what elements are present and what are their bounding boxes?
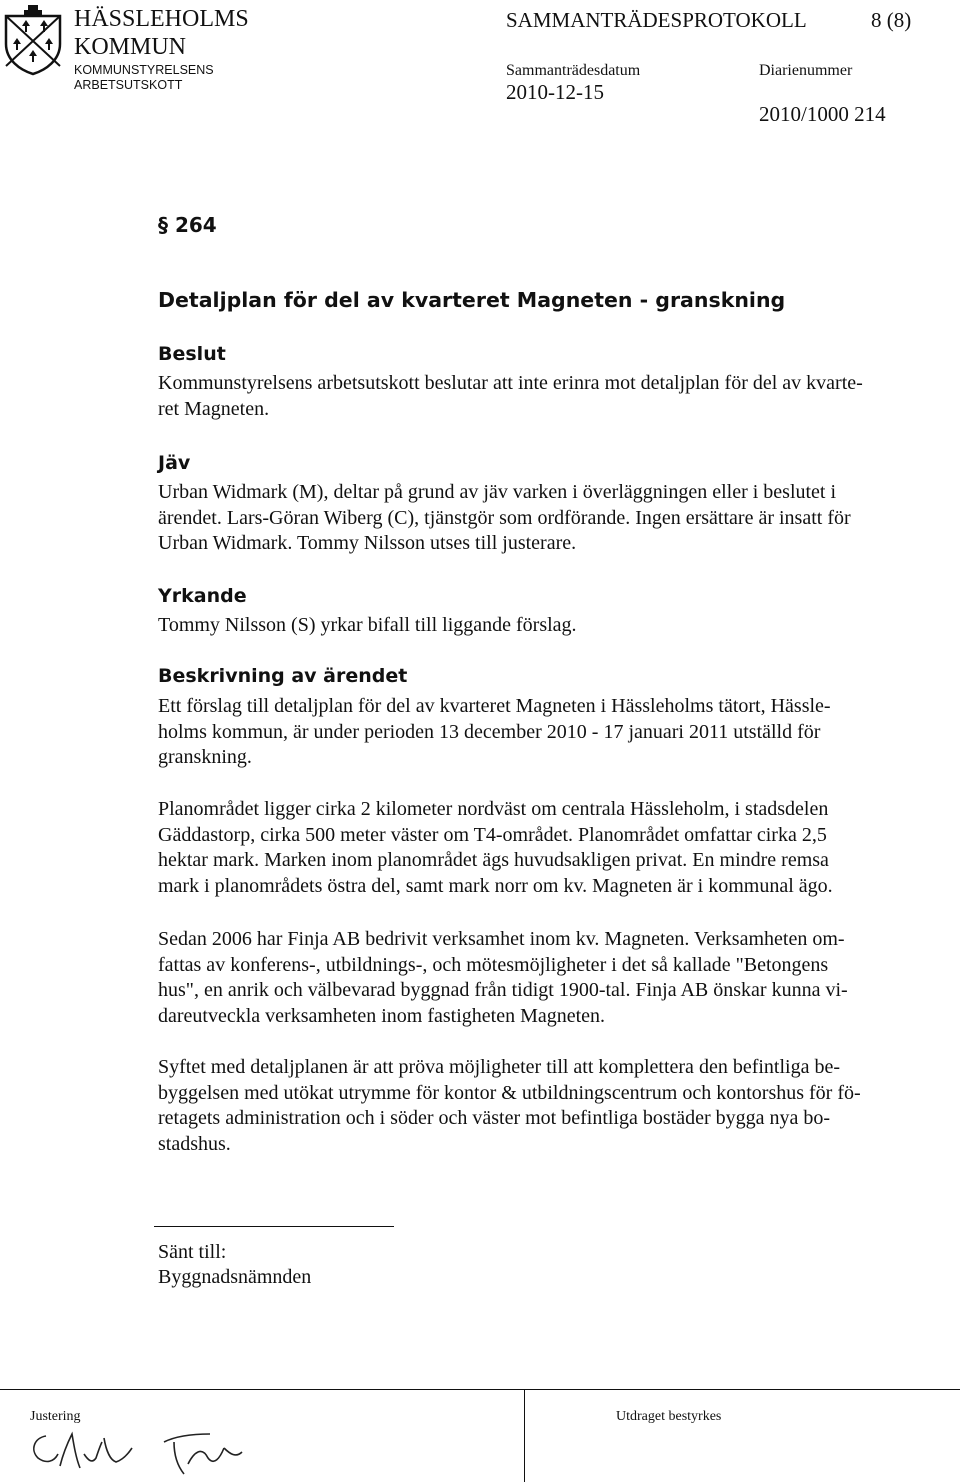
signature-initials [24, 1424, 274, 1480]
section-heading-beskrivning: Beskrivning av ärendet [158, 665, 408, 687]
text-line: byggelsen med utökat utrymme för kontor & utbildningscentrum och kontorshus för fö- [158, 1081, 861, 1104]
meeting-date: 2010-12-15 [506, 80, 604, 104]
sent-to-recipient: Byggnadsnämnden [158, 1266, 312, 1288]
text-line: dareutveckla verksamheten inom fastigheten Magneten. [158, 1004, 606, 1027]
text-line: Urban Widmark (M), deltar på grund av jäv varken i överläggningen eller i beslutet i [158, 481, 837, 503]
text-line: Gäddastorp, cirka 500 meter väster om T4-området. Planområdet omfattar cirka 2,5 [158, 823, 827, 846]
municipal-crest-logo [2, 4, 64, 76]
footer-column-separator [524, 1389, 525, 1482]
text-line: retagets administration och i söder och väster mot befintliga bostäder bygga nya bo- [158, 1107, 831, 1129]
divider [154, 1226, 394, 1227]
text-line: Urban Widmark. Tommy Nilsson utses till justerare. [158, 532, 577, 554]
org-name-line2: KOMMUN [74, 34, 187, 60]
text-line: Kommunstyrelsens arbetsutskott beslutar att inte erinra mot detaljplan för del av kvarte- [158, 372, 863, 394]
text-line: Tommy Nilsson (S) yrkar bifall till liggande förslag. [158, 614, 577, 636]
date-label: Sammanträdesdatum [506, 62, 641, 79]
text-line: ret Magneten. [158, 397, 270, 420]
section-heading-yrkande: Yrkande [158, 585, 247, 607]
section-body-jav [158, 480, 948, 557]
text-line: hektar mark. Marken inom planområdet ägs huvudsakligen privat. En mindre remsa [158, 849, 829, 871]
text-line: granskning. [158, 746, 252, 768]
text-line: Sedan 2006 har Finja AB bedrivit verksamhet inom kv. Magneten. Verksamheten om- [158, 928, 845, 950]
text-line: fattas av konferens-, utbildnings-, och mötesmöjligheter i det så kallade "Betongens [158, 953, 829, 976]
sent-to-label: Sänt till: [158, 1241, 227, 1263]
text-line: holms kommun, är under perioden 13 december 2010 - 17 januari 2011 utställd för [158, 720, 821, 743]
org-unit-line2: ARBETSUTSKOTT [74, 78, 183, 92]
section-body-yrkande [158, 613, 948, 639]
diary-number: 2010/1000 214 [759, 102, 886, 126]
text-line: Syftet med detaljplanen är att pröva möjligheter till att komplettera den befintliga be- [158, 1056, 840, 1078]
text-line: Ett förslag till detaljplan för del av kvarteret Magneten i Hässleholms tätort, Hässle- [158, 695, 831, 717]
section-heading-beslut: Beslut [158, 343, 226, 365]
org-unit-line1: KOMMUNSTYRELSENS [74, 63, 214, 77]
case-title: Detaljplan för del av kvarteret Magneten - granskning [158, 288, 786, 312]
document-type: SAMMANTRÄDESPROTOKOLL [506, 8, 807, 32]
page-number: 8 (8) [871, 8, 912, 32]
text-line: Planområdet ligger cirka 2 kilometer nordväst om centrala Hässleholm, i stadsdelen [158, 798, 829, 820]
footer-divider [0, 1389, 960, 1390]
org-name-line1: HÄSSLEHOLMS [74, 6, 249, 32]
description-paragraph-2 [158, 797, 948, 899]
description-paragraph-4 [158, 1055, 948, 1157]
description-paragraph-1 [158, 694, 948, 771]
description-paragraph-3 [158, 927, 948, 1029]
text-line: ärendet. Lars-Göran Wiberg (C), tjänstgör som ordförande. Ingen ersättare är insatt för [158, 506, 851, 529]
justering-label: Justering [30, 1409, 81, 1424]
text-line: stadshus. [158, 1132, 231, 1155]
section-heading-jav: Jäv [158, 452, 191, 474]
paragraph-number: § 264 [158, 213, 217, 237]
diary-number-label: Diarienummer [759, 62, 853, 79]
text-line: hus", en anrik och välbevarad byggnad från tidigt 1900-tal. Finja AB önskar kunna vi- [158, 979, 848, 1001]
utdrag-label: Utdraget bestyrkes [616, 1409, 722, 1424]
text-line: mark i planområdets östra del, samt mark norr om kv. Magneten är i kommunal ägo. [158, 874, 833, 897]
section-body-beslut [158, 371, 948, 422]
